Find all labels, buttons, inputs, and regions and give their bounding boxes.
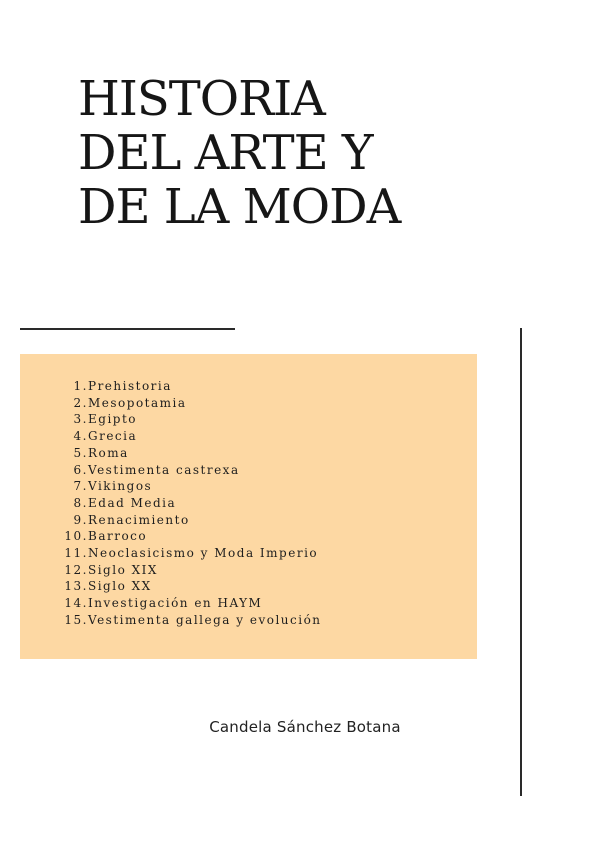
toc-item xyxy=(60,428,322,445)
horizontal-divider xyxy=(20,328,235,330)
toc-item-label: Renacimiento xyxy=(88,512,190,527)
toc-item-label: Vestimenta gallega y evolución xyxy=(88,612,322,627)
toc-item-label: Neoclasicismo y Moda Imperio xyxy=(88,546,319,561)
toc-item-number: 9. xyxy=(73,512,88,527)
toc-item-label: Investigación en HAYM xyxy=(88,596,263,611)
toc-item xyxy=(60,445,322,462)
toc-item xyxy=(60,612,322,629)
toc-item xyxy=(60,395,322,412)
toc-item-label: Barroco xyxy=(88,529,148,544)
toc-item-label: Vikingos xyxy=(88,479,153,494)
toc-item-label: Prehistoria xyxy=(88,379,172,393)
title-line-2: DEL ARTE Y xyxy=(78,125,373,181)
toc-item-number: 12. xyxy=(64,562,88,577)
toc-item xyxy=(60,478,322,495)
toc-item-label: Grecia xyxy=(88,429,138,444)
toc-item-number: 8. xyxy=(73,495,88,510)
toc-item-label: Vestimenta castrexa xyxy=(88,462,240,477)
toc-item-label: Siglo XIX xyxy=(88,562,158,577)
toc-item-number: 7. xyxy=(73,479,88,494)
toc-item-label: Roma xyxy=(88,445,129,460)
title-line-3: DE LA MODA xyxy=(78,179,401,235)
toc-item-number: 10. xyxy=(64,529,88,544)
toc-item-label: Siglo XX xyxy=(88,579,152,594)
toc-item-number: 6. xyxy=(73,462,88,477)
toc-item xyxy=(60,545,322,562)
toc-item-number: 1. xyxy=(73,379,88,393)
toc-item-label: Mesopotamia xyxy=(88,395,187,410)
toc-item xyxy=(60,595,322,612)
toc-item xyxy=(60,512,322,529)
table-of-contents xyxy=(20,354,477,659)
author-name: Candela Sánchez Botana xyxy=(209,718,401,736)
toc-list xyxy=(60,378,322,629)
title-line-1: HISTORIA xyxy=(78,71,325,127)
toc-item xyxy=(60,578,322,595)
toc-item xyxy=(60,562,322,579)
toc-item xyxy=(60,528,322,545)
toc-item xyxy=(60,462,322,479)
document-title xyxy=(78,72,400,234)
toc-item xyxy=(60,378,322,395)
toc-item xyxy=(60,411,322,428)
toc-item-label: Egipto xyxy=(88,412,138,427)
toc-item-number: 5. xyxy=(73,445,88,460)
toc-item-number: 3. xyxy=(73,412,88,427)
toc-item-number: 4. xyxy=(73,429,88,444)
toc-item-number: 15. xyxy=(64,612,88,627)
toc-item-number: 11. xyxy=(64,546,88,561)
toc-item xyxy=(60,495,322,512)
toc-item-label: Edad Media xyxy=(88,495,177,510)
toc-item-number: 2. xyxy=(73,395,88,410)
toc-item-number: 13. xyxy=(64,579,88,594)
toc-item-number: 14. xyxy=(64,596,88,611)
